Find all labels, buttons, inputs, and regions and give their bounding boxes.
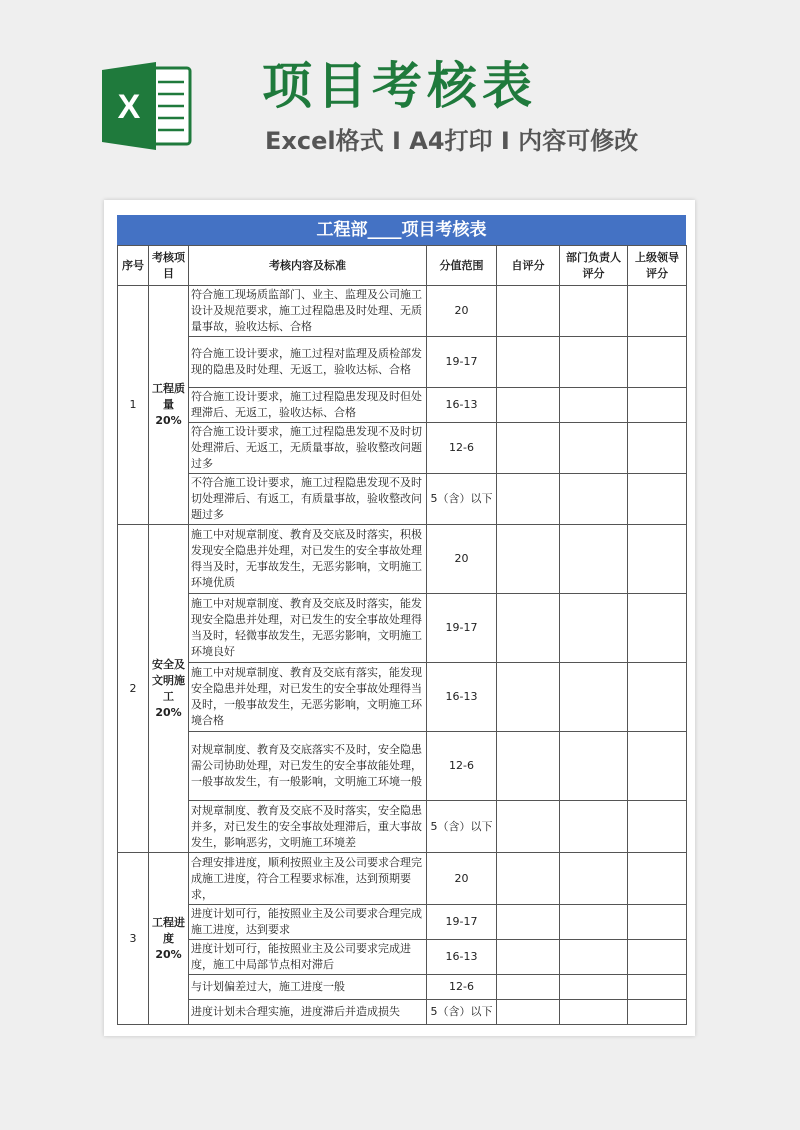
column-header: 上级领导评分 <box>628 246 687 286</box>
column-header: 序号 <box>118 246 149 286</box>
leader-score-cell[interactable] <box>628 423 687 474</box>
self-score-cell[interactable] <box>497 975 560 1000</box>
assessment-category: 安全及文明施工20% <box>149 525 189 853</box>
dept-head-score-cell[interactable] <box>560 801 628 853</box>
leader-score-cell[interactable] <box>628 388 687 423</box>
svg-text:X: X <box>117 88 141 126</box>
score-range: 5（含）以下 <box>427 474 497 525</box>
page-title: 项目考核表 <box>262 57 537 115</box>
table-row <box>118 853 687 905</box>
dept-head-score-cell[interactable] <box>560 337 628 388</box>
table-row <box>118 525 687 594</box>
score-range: 19-17 <box>427 905 497 940</box>
header-row <box>118 246 687 286</box>
dept-head-score-cell[interactable] <box>560 940 628 975</box>
self-score-cell[interactable] <box>497 663 560 732</box>
score-range: 16-13 <box>427 663 497 732</box>
dept-head-score-cell[interactable] <box>560 853 628 905</box>
row-number: 1 <box>118 286 149 525</box>
dept-head-score-cell[interactable] <box>560 474 628 525</box>
leader-score-cell[interactable] <box>628 905 687 940</box>
assessment-content: 符合施工设计要求，施工过程隐患发现不及时切处理滞后、无返工，无质量事故，验收整改问题过多 <box>189 423 427 474</box>
table-row <box>118 663 687 732</box>
leader-score-cell[interactable] <box>628 853 687 905</box>
self-score-cell[interactable] <box>497 337 560 388</box>
score-range: 19-17 <box>427 337 497 388</box>
assessment-content: 施工中对规章制度、教育及交底及时落实，能发现安全隐患并处理，对已发生的安全事故处理得当及时，轻微事故发生，无恶劣影响，文明施工环境良好 <box>189 594 427 663</box>
self-score-cell[interactable] <box>497 423 560 474</box>
table-row <box>118 905 687 940</box>
column-header: 考核内容及标准 <box>189 246 427 286</box>
score-range: 5（含）以下 <box>427 1000 497 1025</box>
dept-head-score-cell[interactable] <box>560 905 628 940</box>
assessment-content: 符合施工设计要求，施工过程对监理及质检部发现的隐患及时处理、无返工，验收达标、合格 <box>189 337 427 388</box>
dept-head-score-cell[interactable] <box>560 286 628 337</box>
score-range: 16-13 <box>427 388 497 423</box>
excel-logo-icon <box>100 58 196 154</box>
score-range: 19-17 <box>427 594 497 663</box>
score-range: 12-6 <box>427 423 497 474</box>
page-header <box>0 0 800 195</box>
score-range: 12-6 <box>427 732 497 801</box>
self-score-cell[interactable] <box>497 594 560 663</box>
assessment-content: 施工中对规章制度、教育及交底有落实，能发现安全隐患并处理，对已发生的安全事故处理得当及时，一般事故发生，无恶劣影响，文明施工环境合格 <box>189 663 427 732</box>
self-score-cell[interactable] <box>497 801 560 853</box>
table-row <box>118 388 687 423</box>
self-score-cell[interactable] <box>497 286 560 337</box>
assessment-table <box>117 245 687 1025</box>
column-header: 部门负责人评分 <box>560 246 628 286</box>
page-subtitle: Excel格式 I A4打印 I 内容可修改 <box>265 127 639 155</box>
score-range: 16-13 <box>427 940 497 975</box>
self-score-cell[interactable] <box>497 940 560 975</box>
column-header: 分值范围 <box>427 246 497 286</box>
leader-score-cell[interactable] <box>628 337 687 388</box>
dept-head-score-cell[interactable] <box>560 1000 628 1025</box>
table-row <box>118 940 687 975</box>
leader-score-cell[interactable] <box>628 801 687 853</box>
leader-score-cell[interactable] <box>628 474 687 525</box>
table-row <box>118 1000 687 1025</box>
dept-head-score-cell[interactable] <box>560 525 628 594</box>
table-row <box>118 594 687 663</box>
self-score-cell[interactable] <box>497 905 560 940</box>
leader-score-cell[interactable] <box>628 732 687 801</box>
assessment-content: 符合施工现场质监部门、业主、监理及公司施工设计及规范要求，施工过程隐患及时处理、无质量事故，验收达标、合格 <box>189 286 427 337</box>
leader-score-cell[interactable] <box>628 975 687 1000</box>
assessment-content: 进度计划可行，能按照业主及公司要求合理完成施工进度，达到要求 <box>189 905 427 940</box>
leader-score-cell[interactable] <box>628 286 687 337</box>
score-range: 12-6 <box>427 975 497 1000</box>
assessment-content: 与计划偏差过大，施工进度一般 <box>189 975 427 1000</box>
assessment-content: 对规章制度、教育及交底不及时落实，安全隐患并多，对已发生的安全事故处理滞后，重大事故发生，影响恶劣，文明施工环境差 <box>189 801 427 853</box>
dept-head-score-cell[interactable] <box>560 594 628 663</box>
row-number: 3 <box>118 853 149 1025</box>
assessment-category: 工程进度20% <box>149 853 189 1025</box>
assessment-content: 符合施工设计要求，施工过程隐患发现及时但处理滞后、无返工，验收达标、合格 <box>189 388 427 423</box>
self-score-cell[interactable] <box>497 1000 560 1025</box>
leader-score-cell[interactable] <box>628 663 687 732</box>
table-row <box>118 286 687 337</box>
assessment-content: 合理安排进度，顺利按照业主及公司要求合理完成施工进度，符合工程要求标准，达到预期要求， <box>189 853 427 905</box>
assessment-category: 工程质量20% <box>149 286 189 525</box>
dept-head-score-cell[interactable] <box>560 388 628 423</box>
assessment-content: 进度计划可行，能按照业主及公司要求完成进度，施工中局部节点相对滞后 <box>189 940 427 975</box>
score-range: 20 <box>427 853 497 905</box>
dept-head-score-cell[interactable] <box>560 975 628 1000</box>
leader-score-cell[interactable] <box>628 1000 687 1025</box>
table-row <box>118 732 687 801</box>
self-score-cell[interactable] <box>497 732 560 801</box>
table-banner: 工程部____项目考核表 <box>117 215 686 245</box>
assessment-content: 不符合施工设计要求，施工过程隐患发现不及时切处理滞后、有返工，有质量事故，验收整改问题过多 <box>189 474 427 525</box>
column-header: 自评分 <box>497 246 560 286</box>
table-row <box>118 337 687 388</box>
score-range: 20 <box>427 525 497 594</box>
table-row <box>118 423 687 474</box>
score-range: 20 <box>427 286 497 337</box>
leader-score-cell[interactable] <box>628 594 687 663</box>
self-score-cell[interactable] <box>497 388 560 423</box>
assessment-content: 进度计划未合理实施，进度滞后并造成损失 <box>189 1000 427 1025</box>
self-score-cell[interactable] <box>497 474 560 525</box>
assessment-content: 施工中对规章制度、教育及交底及时落实，积极发现安全隐患并处理，对已发生的安全事故处理得当及时，无事故发生，无恶劣影响，文明施工环境优质 <box>189 525 427 594</box>
table-row <box>118 801 687 853</box>
self-score-cell[interactable] <box>497 525 560 594</box>
assessment-content: 对规章制度、教育及交底落实不及时，安全隐患需公司协助处理，对已发生的安全事故能处理，一般事故发生，有一般影响，文明施工环境一般 <box>189 732 427 801</box>
row-number: 2 <box>118 525 149 853</box>
table-row <box>118 474 687 525</box>
self-score-cell[interactable] <box>497 853 560 905</box>
leader-score-cell[interactable] <box>628 525 687 594</box>
table-row <box>118 975 687 1000</box>
leader-score-cell[interactable] <box>628 940 687 975</box>
dept-head-score-cell[interactable] <box>560 663 628 732</box>
dept-head-score-cell[interactable] <box>560 732 628 801</box>
column-header: 考核项目 <box>149 246 189 286</box>
score-range: 5（含）以下 <box>427 801 497 853</box>
dept-head-score-cell[interactable] <box>560 423 628 474</box>
